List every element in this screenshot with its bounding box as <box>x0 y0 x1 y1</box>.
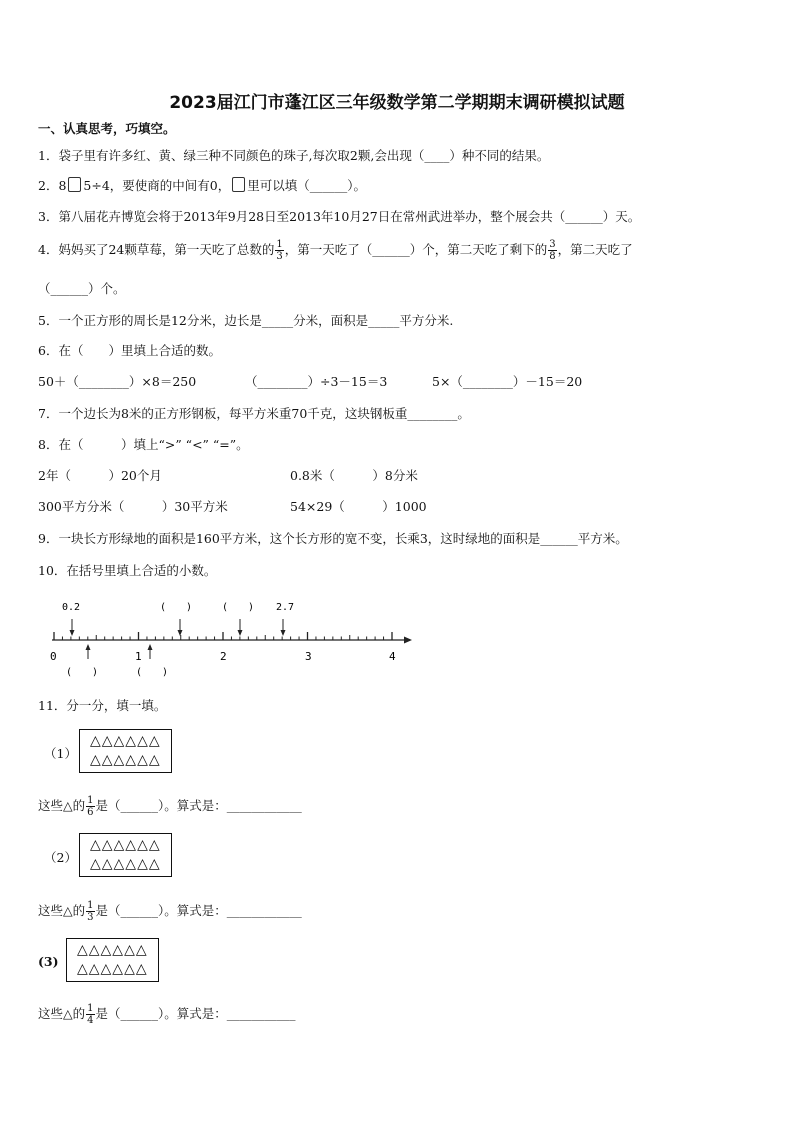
fraction-one-third: $\frac{1}{3}$ <box>87 900 94 923</box>
question-8: 8．在（ ）填上“>” “<” “=”。 <box>38 437 249 452</box>
question-11: 11．分一分，填一填。 <box>38 698 167 713</box>
triangle-box-2 <box>79 833 172 877</box>
fraction-one-third: $\frac{1}{3}$ <box>276 239 283 262</box>
q8-item-3: 300平方分米（ ）30平方米 <box>38 499 228 514</box>
q6-item-2: （________）÷3－15＝3 <box>245 374 388 389</box>
fraction-one-quarter: $\frac{1}{4}$ <box>87 1003 94 1026</box>
number-line <box>40 595 430 685</box>
question-4 <box>38 239 633 262</box>
question-10: 10．在括号里填上合适的小数。 <box>38 563 217 578</box>
label-bottom-0: ( ) <box>66 667 99 678</box>
q6-item-1: 50＋（________）×8＝250 <box>38 374 197 389</box>
page-title: 2023届江门市蓬江区三年级数学第二学期期末调研模拟试题 <box>169 93 625 113</box>
question-6: 6．在（ ）里填上合适的数。 <box>38 343 221 358</box>
triangle-row: △△△△△△ <box>90 856 161 872</box>
blank-box-icon <box>68 177 81 192</box>
label-top-1: ( ) <box>160 602 193 613</box>
down-arrow-icons <box>70 619 286 636</box>
label-bottom-1: ( ) <box>136 667 169 678</box>
q2-text-c: 里可以填（______）。 <box>247 178 367 193</box>
tick-label-3: 3 <box>305 650 312 663</box>
part-1-label: （1） <box>44 746 77 761</box>
q2-text-a: 2．8 <box>38 178 67 193</box>
section-heading: 一、认真思考，巧填空。 <box>38 121 176 136</box>
question-1: 1．袋子里有许多红、黄、绿三种不同颜色的珠子,每次取2颗,会出现（____）种不同的结果。 <box>38 148 550 163</box>
tick-label-1: 1 <box>135 650 142 663</box>
arrow-right-icon <box>404 637 412 644</box>
part-1-pre: 这些△的 <box>38 798 86 813</box>
part-3-question <box>38 1003 296 1026</box>
part-2-pre: 这些△的 <box>38 903 86 918</box>
question-3: 3．第八届花卉博览会将于2013年9月28日至2013年10月27日在常州武进举办，整个展会共（______）天。 <box>38 209 641 224</box>
q8-item-4: 54×29（ ）1000 <box>290 499 427 514</box>
part-3-post: 是（______）。算式是：___________ <box>95 1006 296 1021</box>
label-top-2: ( ) <box>222 602 255 613</box>
q4-text-a: 4．妈妈买了24颗草莓，第一天吃了总数的 <box>38 242 275 257</box>
q8-item-1: 2年（ ）20个月 <box>38 468 162 483</box>
part-3-pre: 这些△的 <box>38 1006 86 1021</box>
question-9: 9．一块长方形绿地的面积是160平方米，这个长方形的宽不变，长乘3，这时绿地的面积是______平方米。 <box>38 531 628 546</box>
fraction-one-sixth: $\frac{1}{6}$ <box>87 795 94 818</box>
q8-item-2: 0.8米（ ）8分米 <box>290 468 418 483</box>
triangle-box-1 <box>79 729 172 773</box>
question-5: 5．一个正方形的周长是12分米，边长是_____分米，面积是_____平方分米. <box>38 313 454 328</box>
triangle-row: △△△△△△ <box>90 752 161 768</box>
part-2-post: 是（______）。算式是：____________ <box>95 903 302 918</box>
triangle-row: △△△△△△ <box>77 961 148 977</box>
tick-label-4: 4 <box>389 650 396 663</box>
question-2 <box>38 177 366 194</box>
triangle-row: △△△△△△ <box>90 837 161 853</box>
question-7: 7．一个边长为8米的正方形钢板，每平方米重70千克，这块钢板重________。 <box>38 406 470 421</box>
triangle-box-3 <box>66 938 159 982</box>
tick-label-0: 0 <box>50 650 57 663</box>
triangle-row: △△△△△△ <box>77 942 148 958</box>
up-arrow-icons <box>86 644 153 659</box>
fraction-three-eighths: $\frac{3}{8}$ <box>549 239 556 262</box>
part-2-label: （2） <box>44 850 77 865</box>
part-1-post: 是（______）。算式是：____________ <box>95 798 302 813</box>
q4-text-c: ，第二天吃了 <box>557 242 633 257</box>
label-top-0: 0.2 <box>62 602 81 613</box>
q2-text-b: 5÷4，要使商的中间有0， <box>83 178 231 193</box>
part-3-label: (3) <box>38 954 59 969</box>
question-4-cont: （______）个。 <box>38 281 126 296</box>
blank-box-icon <box>232 177 245 192</box>
tick-label-2: 2 <box>220 650 227 663</box>
q4-text-b: ，第一天吃了（______）个，第二天吃了剩下的 <box>284 242 548 257</box>
part-1-question <box>38 795 302 818</box>
part-2-question <box>38 900 302 923</box>
label-top-3: 2.7 <box>276 602 295 613</box>
number-line-ticks <box>54 632 392 640</box>
triangle-row: △△△△△△ <box>90 733 161 749</box>
q6-item-3: 5×（________）－15＝20 <box>432 374 583 389</box>
